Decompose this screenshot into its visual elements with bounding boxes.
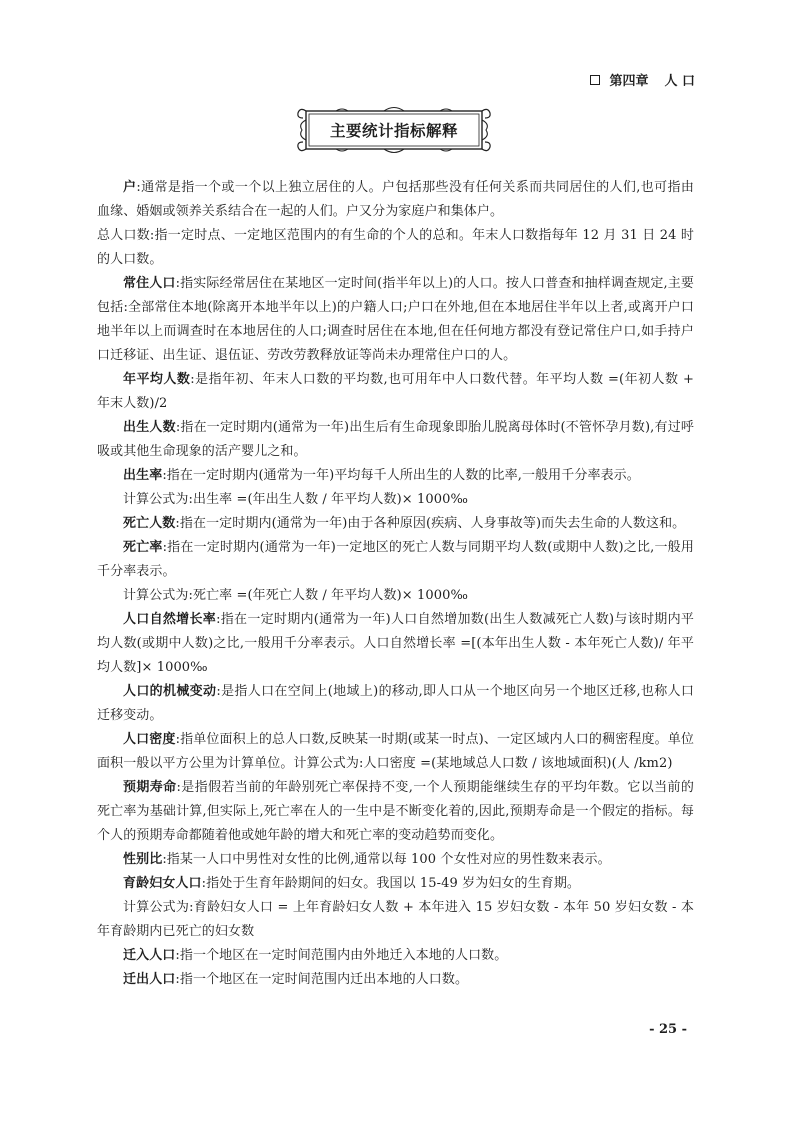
definition-text: :指一个地区在一定时间范围内由外地迁入本地的人口数。 — [175, 948, 508, 963]
chapter-header — [590, 70, 695, 89]
section-label: 人 口 — [664, 74, 695, 89]
definition-text: :指在一定时期内(通常为一年)出生后有生命现象即胎儿脱离母体时(不管怀孕月数),有过呼吸或其他生命现象的活产婴儿之和。 — [97, 420, 694, 459]
definition-text: :指某一人口中男性对女性的比例,通常以每 100 个女性对应的男性数来表示。 — [162, 852, 611, 867]
definition-paragraph — [97, 872, 694, 896]
definition-term: 人口的机械变动 — [123, 684, 217, 699]
definition-text: :是指人口在空间上(地域上)的移动,即人口从一个地区向另一个地区迁移,也称人口迁移变动。 — [97, 684, 694, 723]
definition-term: 预期寿命 — [123, 780, 177, 795]
page-title: 主要统计指标解释 — [329, 122, 458, 140]
definition-paragraph — [97, 584, 694, 608]
definition-paragraph — [97, 488, 694, 512]
definition-term: 人口自然增长率 — [123, 612, 217, 627]
definition-paragraph — [97, 224, 694, 272]
definition-term: 户 — [123, 180, 137, 195]
definition-term: 出生率 — [123, 468, 163, 483]
definition-text: :指处于生育年龄期间的妇女。我国以 15-49 岁为妇女的生育期。 — [201, 876, 581, 891]
definition-text: :指一个地区在一定时间范围内迁出本地的人口数。 — [175, 972, 469, 987]
definition-term: 死亡率 — [123, 540, 163, 555]
definition-paragraph — [97, 728, 694, 776]
definition-paragraph — [97, 416, 694, 464]
title-frame — [296, 104, 492, 156]
definition-text: :指在一定时期内(通常为一年)人口自然增加数(出生人数减死亡人数)与该时期内平均人数(或期中人数)之比,一般用千分率表示。人口自然增长率 =[(本年出生人数 - 本年死亡人数)/ 年平均人数]× 1000‰ — [97, 612, 694, 675]
definition-term: 人口密度 — [123, 732, 176, 747]
definition-term: 出生人数 — [123, 420, 176, 435]
definition-term: 迁出人口 — [123, 972, 176, 987]
definition-paragraph — [97, 776, 694, 848]
definition-paragraph — [97, 944, 694, 968]
definition-text: 计算公式为:死亡率 =(年死亡人数 / 年平均人数)× 1000‰ — [123, 588, 469, 603]
definition-paragraph — [97, 968, 694, 992]
chapter-label: 第四章 — [609, 74, 649, 89]
page-number: - 25 - — [649, 1022, 687, 1037]
definition-paragraph — [97, 536, 694, 584]
square-bullet-icon — [590, 75, 600, 85]
definition-term: 常住人口 — [123, 276, 176, 291]
definition-text: :通常是指一个或一个以上独立居住的人。户包括那些没有任何关系而共同居住的人们,也可指由血缘、婚姻或领养关系结合在一起的人们。户又分为家庭户和集体户。 — [97, 180, 695, 219]
definition-term: 死亡人数 — [123, 516, 176, 531]
definition-text: 计算公式为:出生率 =(年出生人数 / 年平均人数)× 1000‰ — [123, 492, 469, 507]
definition-text: :指在一定时期内(通常为一年)由于各种原因(疾病、人身事故等)而失去生命的人数这和。 — [175, 516, 686, 531]
definition-term: 性别比 — [123, 852, 163, 867]
definition-text: 总人口数:指一定时点、一定地区范围内的有生命的个人的总和。年末人口数指每年 12 月 31 日 24 时的人口数。 — [97, 228, 694, 267]
definition-paragraph — [97, 272, 694, 368]
definitions-body — [97, 176, 694, 992]
definition-text: :指实际经常居住在某地区一定时间(指半年以上)的人口。按人口普查和抽样调查规定,主要包括:全部常住本地(除离开本地半年以上)的户籍人口;户口在外地,但在本地居住半年以上者,或离开户口地半年以上而调查时在本地居住的人口;调查时居住在本地,但在任何地方都没有登记常住户口,如手持户口迁移证、出生证、退伍证、劳改劳教释放证等尚未办理常住户口的人。 — [97, 276, 694, 363]
definition-text: :指在一定时期内(通常为一年)平均每千人所出生的人数的比率,一般用千分率表示。 — [162, 468, 640, 483]
definition-text: :指在一定时期内(通常为一年)一定地区的死亡人数与同期平均人数(或期中人数)之比,一般用千分率表示。 — [97, 540, 694, 579]
definition-paragraph — [97, 608, 694, 680]
definition-paragraph — [97, 848, 694, 872]
definition-term: 育龄妇女人口 — [123, 876, 202, 891]
definition-paragraph — [97, 896, 694, 944]
definition-paragraph — [97, 176, 694, 224]
definition-term: 年平均人数 — [123, 372, 191, 387]
definition-term: 迁入人口 — [123, 948, 176, 963]
definition-text: :是指年初、年末人口数的平均数,也可用年中人口数代替。年平均人数 =(年初人数 + 年末人数)/2 — [97, 372, 694, 411]
definition-paragraph — [97, 680, 694, 728]
definition-text: :指单位面积上的总人口数,反映某一时期(或某一时点)、一定区域内人口的稠密程度。单位面积一般以平方公里为计算单位。计算公式为:人口密度 =(某地域总人口数 / 该地域面积)(人 /km2) — [97, 732, 694, 771]
definition-text: 计算公式为:育龄妇女人口 = 上年育龄妇女人数 + 本年进入 15 岁妇女数 - 本年 50 岁妇女数 - 本年育龄期内已死亡的妇女数 — [97, 900, 694, 939]
definition-paragraph — [97, 512, 694, 536]
definition-paragraph — [97, 368, 694, 416]
definition-text: :是指假若当前的年龄别死亡率保持不变,一个人预期能继续生存的平均年数。它以当前的死亡率为基础计算,但实际上,死亡率在人的一生中是不断变化着的,因此,预期寿命是一个假定的指标。每个人的预期寿命都随着他或她年龄的增大和死亡率的变动趋势而变化。 — [97, 780, 694, 843]
definition-paragraph — [97, 464, 694, 488]
